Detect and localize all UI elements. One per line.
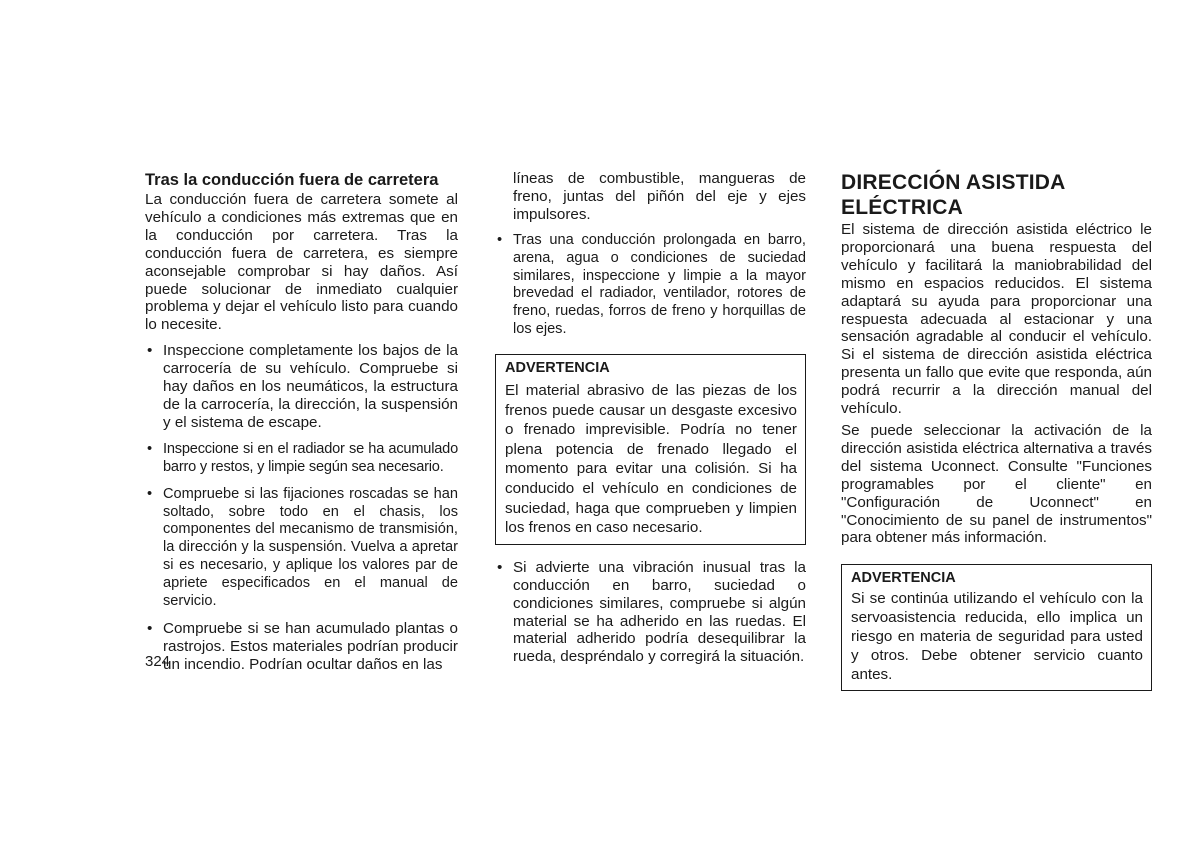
- power-steering-paragraph: El sistema de dirección asistida eléctrico le proporcionará una buena respuesta del vehículo y facilitará la maniobrabilidad del mismo en espacios reducidos. El sistema adaptará su ayuda para proporcionar una respuesta adecuada al estacionar y una sensación agradable al conducir el vehículo. Si el sistema de dirección asistida eléctrica presenta un fallo que evite que responda, aún podrá recurrir a la dirección manual del vehículo.: [841, 221, 1152, 418]
- list-item-text: Inspeccione si en el radiador se ha acumulado barro y restos, y limpie según sea necesario.: [163, 440, 458, 475]
- bullet-icon: •: [147, 342, 153, 360]
- list-item-text: Inspeccione completamente los bajos de la carrocería de su vehículo. Compruebe si hay daños en los neumáticos, la estructura de la carrocería, la dirección, la suspensión y el sistema de escape.: [163, 342, 458, 431]
- warning-title: ADVERTENCIA: [851, 570, 956, 587]
- uconnect-paragraph: Se puede seleccionar la activación de la dirección asistida eléctrica alternativa a través del sistema Uconnect. Consulte "Funciones programables por el cliente" en "Configuración de Uconnect" en "Conocimiento de su panel de instrumentos" para obtener más información.: [841, 421, 1152, 547]
- list-item: [145, 441, 458, 477]
- vibration-list: [495, 559, 806, 666]
- list-item: [145, 620, 458, 674]
- section-heading-power-steering: DIRECCIÓN ASISTIDA ELÉCTRICA: [841, 171, 1065, 219]
- column-right: [841, 170, 1152, 691]
- column-left: [145, 170, 458, 674]
- offroad-inspection-list: [145, 342, 458, 673]
- list-item-text: Tras una conducción prolongada en barro, arena, agua o condiciones de suciedad similares, inspeccione y limpie a la mayor brevedad el radiador, ventilador, rotores de freno, ruedas, forros de freno y horquillas de los ejes.: [513, 231, 806, 338]
- continued-list-text: líneas de combustible, mangueras de freno, juntas del piñón del eje y ejes impulsores.: [513, 170, 806, 223]
- warning-box-steering: [841, 564, 1152, 691]
- list-item: [145, 342, 458, 432]
- list-item: [495, 559, 806, 666]
- list-item-text: Compruebe si se han acumulado plantas o rastrojos. Estos materiales podrían producir un incendio. Podrían ocultar daños en las: [163, 619, 458, 673]
- warning-title: ADVERTENCIA: [505, 360, 610, 377]
- warning-box-brakes: [495, 354, 806, 545]
- offroad-intro-paragraph: La conducción fuera de carretera somete al vehículo a condiciones más extremas que en la conducción por carretera. Tras la conducción fuera de carretera, es siempre aconsejable comprobar si hay daños. Así puede solucionar de inmediato cualquier problema y dejar el vehículo listo para cuando lo necesite.: [145, 191, 458, 334]
- mud-cleaning-list: [495, 232, 806, 339]
- list-item: [145, 486, 458, 611]
- column-middle: [495, 170, 806, 666]
- list-item-text: Compruebe si las fijaciones roscadas se han soltado, sobre todo en el chasis, los componentes del mecanismo de transmisión, la dirección y la suspensión. Vuelva a apretar si es necesario, y aplique los valores par de apriete especificados en el manual de servicio.: [163, 485, 458, 610]
- warning-text: El material abrasivo de las piezas de los frenos puede causar un desgaste excesivo o frenado imprevisible. Podría no tener plena potencia de frenado llegado el momento para evitar una colisión. Si ha conducido el vehículo en condiciones de suciedad, haga que comprueben y limpien los frenos en caso necesario.: [505, 382, 797, 537]
- bullet-icon: •: [147, 485, 153, 502]
- warning-text: Si se continúa utilizando el vehículo con la servoasistencia reducida, ello implica un riesgo en materia de seguridad para usted y otros. Debe obtener servicio cuanto antes.: [851, 590, 1143, 684]
- section-heading-offroad: Tras la conducción fuera de carretera: [145, 171, 439, 189]
- bullet-icon: •: [497, 558, 503, 576]
- page-number: 324: [145, 653, 171, 670]
- bullet-icon: •: [147, 619, 153, 637]
- bullet-icon: •: [147, 440, 152, 457]
- list-item-text: Si advierte una vibración inusual tras la conducción en barro, suciedad o condiciones similares, compruebe si algún material se ha adherido en las ruedas. El material adherido podría desequilibrar la rueda, despréndalo y corregirá la situación.: [513, 558, 806, 666]
- list-item: [495, 232, 806, 339]
- bullet-icon: •: [497, 231, 503, 248]
